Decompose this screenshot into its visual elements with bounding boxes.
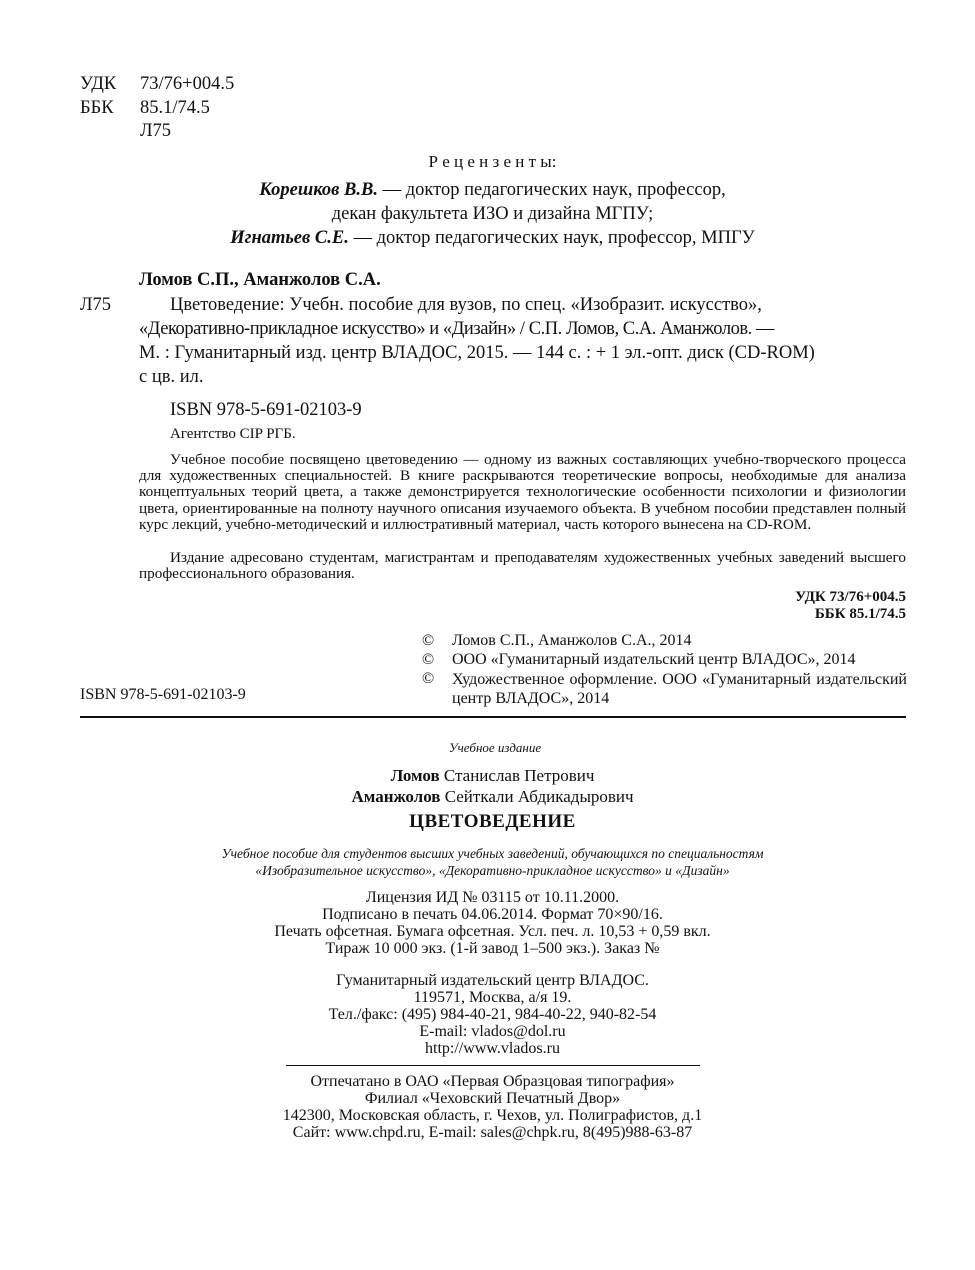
subtitle-line-2: «Изобразительное искусство», «Декоративно-прикладное искусство» и «Дизайн» bbox=[255, 863, 730, 878]
classification-udk: УДК 73/76+004.5 bbox=[795, 589, 906, 605]
edition-type: Учебное издание bbox=[448, 740, 542, 755]
publisher-phone: Тел./факс: (495) 984-40-21, 984-40-22, 940-82-54 bbox=[328, 1006, 657, 1023]
print-details: Печать офсетная. Бумага офсетная. Усл. печ. л. 10,53 + 0,59 вкл. bbox=[274, 923, 711, 940]
record-line-3: М. : Гуманитарный изд. центр ВЛАДОС, 2015. — 144 с. : + 1 эл.-опт. диск (CD-ROM) bbox=[139, 343, 815, 363]
record-line-1: Цветоведение: Учебн. пособие для вузов, по спец. «Изобразит. искусство», bbox=[170, 295, 762, 315]
reviewer-2-name: Игнатьев С.Е. bbox=[230, 228, 349, 248]
copyright-3: Художественное оформление. ООО «Гуманитарный издательский центр ВЛАДОС», 2014 bbox=[452, 671, 907, 707]
author-mark: Л75 bbox=[140, 121, 172, 141]
reviewer-1 bbox=[0, 180, 975, 201]
classification-bbk: ББК 85.1/74.5 bbox=[814, 606, 906, 622]
udk-label: УДК bbox=[80, 74, 117, 94]
printer-line-4: Сайт: www.chpd.ru, E-mail: sales@chpk.ru, 8(495)988-63-87 bbox=[292, 1124, 693, 1141]
reviewer-2-text: — доктор педагогических наук, профессор, МПГУ bbox=[348, 228, 755, 248]
copyright-1: Ломов С.П., Аманжолов С.А., 2014 bbox=[452, 632, 692, 649]
udk-value: 73/76+004.5 bbox=[140, 74, 235, 94]
annotation-paragraph-2: Издание адресовано студентам, магистрантам и преподавателям художественных учебных заведений высшего профессионального образования. bbox=[139, 549, 906, 583]
publisher-name: Гуманитарный издательский центр ВЛАДОС. bbox=[336, 972, 649, 989]
reviewer-2 bbox=[0, 228, 975, 249]
author-1-rest: Станислав Петрович bbox=[439, 766, 595, 785]
printer-line-2: Филиал «Чеховский Печатный Двор» bbox=[364, 1090, 621, 1107]
reviewer-1-line2: декан факультета ИЗО и дизайна МГПУ; bbox=[331, 204, 654, 224]
record-authors: Ломов С.П., Аманжолов С.А. bbox=[139, 270, 381, 290]
record-mark: Л75 bbox=[80, 295, 112, 315]
print-run: Тираж 10 000 экз. (1-й завод 1–500 экз.). Заказ № bbox=[325, 940, 660, 957]
printer-line-1: Отпечатано в ОАО «Первая Образцовая типография» bbox=[310, 1073, 675, 1090]
record-line-4: с цв. ил. bbox=[139, 367, 204, 387]
main-divider bbox=[80, 716, 906, 718]
bbk-label: ББК bbox=[80, 98, 114, 118]
record-agency: Агентство CIP РГБ. bbox=[170, 426, 296, 442]
bbk-value: 85.1/74.5 bbox=[140, 98, 210, 118]
signed-to-print: Подписано в печать 04.06.2014. Формат 70×90/16. bbox=[322, 906, 663, 923]
reviewer-1-text: — доктор педагогических наук, профессор, bbox=[378, 180, 726, 200]
author-1 bbox=[0, 766, 975, 786]
publisher-email: E-mail: vlados@dol.ru bbox=[419, 1023, 566, 1040]
author-2 bbox=[0, 787, 975, 807]
license: Лицензия ИД № 03115 от 10.11.2000. bbox=[365, 889, 620, 906]
isbn-left: ISBN 978-5-691-02103-9 bbox=[80, 686, 246, 703]
record-line-2: «Декоративно-прикладное искусство» и «Дизайн» / С.П. Ломов, С.А. Аманжолов. — bbox=[139, 319, 775, 339]
author-2-rest: Сейткали Абдикадырович bbox=[440, 787, 634, 806]
printer-line-3: 142300, Московская область, г. Чехов, ул. Полиграфистов, д.1 bbox=[282, 1107, 703, 1124]
annotation-paragraph-1: Учебное пособие посвящено цветоведению — одному из важных составляющих учебно-творческого процесса для художественных специальностей. В книге раскрываются теоретические вопросы, необходимые для анализа концептуальных теорий цвета, а также демонстрируется технологические особенности психологии и физиологии цвета, ориентированные на полноту научного описания изучаемого объекта. В учебном пособии представлен полный курс лекций, учебно-методический и иллюстративный материал, часть которого вынесена на CD-ROM. bbox=[139, 451, 906, 533]
copyright-2: ООО «Гуманитарный издательский центр ВЛАДОС», 2014 bbox=[452, 651, 856, 668]
publisher-website: http://www.vlados.ru bbox=[425, 1040, 560, 1057]
author-1-surname: Ломов bbox=[390, 766, 440, 785]
author-2-surname: Аманжолов bbox=[351, 787, 441, 806]
printer-divider bbox=[286, 1065, 700, 1066]
book-title: ЦВЕТОВЕДЕНИЕ bbox=[409, 811, 576, 832]
publisher-address: 119571, Москва, а/я 19. bbox=[413, 989, 572, 1006]
reviewers-heading: Р е ц е н з е н т ы: bbox=[428, 152, 557, 171]
copyright-symbol-3: © bbox=[422, 670, 435, 687]
subtitle-line-1: Учебное пособие для студентов высших учебных заведений, обучающихся по специальностям bbox=[221, 846, 764, 861]
copyright-symbol-2: © bbox=[422, 651, 435, 668]
copyright-symbol-1: © bbox=[422, 632, 435, 649]
record-isbn: ISBN 978-5-691-02103-9 bbox=[170, 400, 362, 420]
reviewer-1-name: Корешков В.В. bbox=[259, 180, 378, 200]
